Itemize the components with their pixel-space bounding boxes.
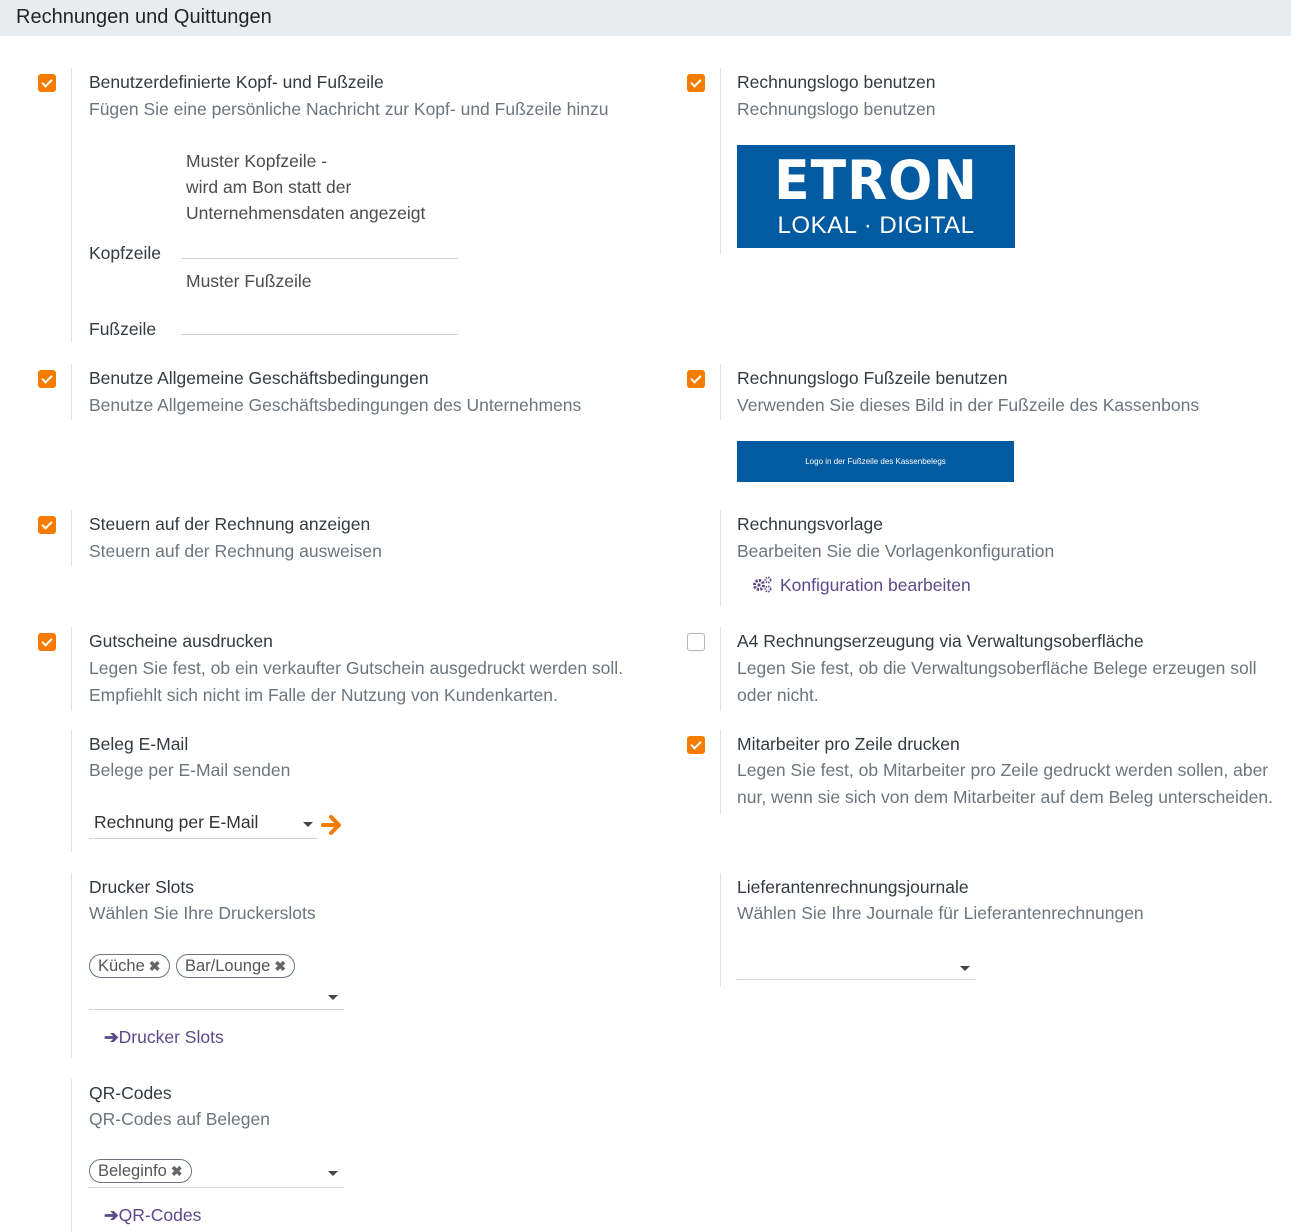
edit-configuration-label: Konfiguration bearbeiten <box>780 575 971 595</box>
header-text-line: Unternehmensdaten angezeigt <box>186 203 426 223</box>
footer-logo-image[interactable]: Logo in der Fußzeile des Kassenbelegs <box>737 441 1014 482</box>
terms-checkbox[interactable] <box>38 370 56 388</box>
tag-kueche <box>89 954 170 978</box>
divider <box>720 510 721 606</box>
invoice-logo-footer-checkbox[interactable] <box>687 370 705 388</box>
setting-description: Legen Sie fest, ob die Verwaltungsoberfläche Belege erzeugen soll oder nicht. <box>737 658 1257 705</box>
footer-text: Muster Fußzeile <box>186 271 312 291</box>
footer-label: Fußzeile <box>89 319 157 339</box>
header-label: Kopfzeile <box>89 243 161 263</box>
setting-description: Bearbeiten Sie die Vorlagenkonfiguration <box>737 541 1055 561</box>
setting-description: Rechnungslogo benutzen <box>737 99 936 119</box>
gears-icon <box>752 575 774 593</box>
invoice-logo-checkbox[interactable] <box>687 74 705 92</box>
divider <box>720 873 721 987</box>
header-text-line: wird am Bon statt der <box>186 177 352 197</box>
setting-description: QR-Codes auf Belegen <box>89 1109 270 1129</box>
setting-description: Fügen Sie eine persönliche Nachricht zur Kopf- und Fußzeile hinzu <box>89 99 609 119</box>
chevron-down-icon[interactable] <box>328 1171 338 1176</box>
setting-title: Mitarbeiter pro Zeile drucken <box>737 734 960 754</box>
logo-sub-text: LOKAL · DIGITAL <box>777 212 975 239</box>
setting-title: Benutzerdefinierte Kopf- und Fußzeile <box>89 72 384 92</box>
divider <box>71 1079 72 1232</box>
arrow-right-icon: ➔ <box>104 1027 119 1047</box>
divider <box>71 510 72 566</box>
divider <box>71 873 72 1058</box>
divider <box>71 364 72 420</box>
show-taxes-checkbox[interactable] <box>38 516 56 534</box>
print-vouchers-checkbox[interactable] <box>38 633 56 651</box>
setting-title: Rechnungsvorlage <box>737 514 883 534</box>
footer-field-underline <box>181 334 458 335</box>
divider <box>71 68 72 342</box>
tag-label: Bar/Lounge <box>185 957 271 975</box>
setting-description: Wählen Sie Ihre Journale für Lieferantenrechnungen <box>737 903 1144 923</box>
tag-beleginfo <box>89 1159 192 1183</box>
remove-tag-icon[interactable]: ✖ <box>148 958 161 974</box>
tag-label: Küche <box>98 957 145 975</box>
select-underline <box>89 1009 344 1010</box>
setting-description: Wählen Sie Ihre Druckerslots <box>89 903 316 923</box>
setting-description: Legen Sie fest, ob Mitarbeiter pro Zeile gedruckt werden sollen, aber nur, wenn sie sich von dem Mitarbeiter auf dem Beleg unterscheiden. <box>737 760 1273 807</box>
tag-label: Beleginfo <box>98 1162 167 1180</box>
remove-tag-icon[interactable]: ✖ <box>274 958 287 974</box>
setting-title: Rechnungslogo benutzen <box>737 72 936 92</box>
setting-title: QR-Codes <box>89 1083 172 1103</box>
divider <box>71 730 72 852</box>
select-underline <box>89 838 318 839</box>
remove-tag-icon[interactable]: ✖ <box>170 1163 183 1179</box>
header-field-underline <box>181 258 458 259</box>
qr-codes-link[interactable] <box>104 1205 201 1226</box>
divider <box>71 627 72 711</box>
divider <box>720 627 721 711</box>
invoice-logo-image[interactable] <box>737 145 1015 248</box>
setting-title: Beleg E-Mail <box>89 734 189 754</box>
tag-bar-lounge <box>176 954 295 978</box>
setting-title: Benutze Allgemeine Geschäftsbedingungen <box>89 368 429 388</box>
divider <box>720 364 721 420</box>
chevron-down-icon[interactable] <box>328 995 338 1000</box>
chevron-down-icon <box>303 822 313 827</box>
select-underline <box>737 979 976 980</box>
qr-codes-link-label: QR-Codes <box>118 1205 202 1225</box>
logo-main-text: ETRON <box>774 149 978 213</box>
divider <box>720 730 721 814</box>
a4-invoice-checkbox[interactable] <box>687 633 705 651</box>
setting-description: Belege per E-Mail senden <box>89 760 291 780</box>
printer-slots-link[interactable] <box>104 1027 224 1048</box>
arrow-right-icon: ➔ <box>104 1205 119 1225</box>
receipt-email-select-value: Rechnung per E-Mail <box>94 812 259 832</box>
chevron-down-icon <box>960 966 970 971</box>
setting-title: Steuern auf der Rechnung anzeigen <box>89 514 371 534</box>
setting-description: Steuern auf der Rechnung ausweisen <box>89 541 382 561</box>
edit-configuration-link[interactable] <box>752 575 971 596</box>
setting-title: Lieferantenrechnungsjournale <box>737 877 969 897</box>
employee-per-line-checkbox[interactable] <box>687 736 705 754</box>
setting-title: A4 Rechnungserzeugung via Verwaltungsoberfläche <box>737 631 1144 651</box>
setting-title: Gutscheine ausdrucken <box>89 631 273 651</box>
setting-title: Drucker Slots <box>89 877 195 897</box>
setting-description: Verwenden Sie dieses Bild in der Fußzeile des Kassenbons <box>737 395 1200 415</box>
custom-header-footer-checkbox[interactable] <box>38 74 56 92</box>
printer-slots-link-label: Drucker Slots <box>118 1027 224 1047</box>
divider <box>720 68 721 254</box>
section-title: Rechnungen und Quittungen <box>16 6 272 28</box>
open-record-arrow-icon[interactable] <box>320 813 344 837</box>
setting-title: Rechnungslogo Fußzeile benutzen <box>737 368 1008 388</box>
section-header <box>0 0 1291 36</box>
setting-description: Benutze Allgemeine Geschäftsbedingungen des Unternehmens <box>89 395 582 415</box>
select-underline <box>89 1187 344 1188</box>
setting-description: Legen Sie fest, ob ein verkaufter Gutschein ausgedruckt werden soll. Empfiehlt sich nicht im Falle der Nutzung von Kundenkarten. <box>89 658 624 705</box>
header-text-line: Muster Kopfzeile - <box>186 151 328 171</box>
